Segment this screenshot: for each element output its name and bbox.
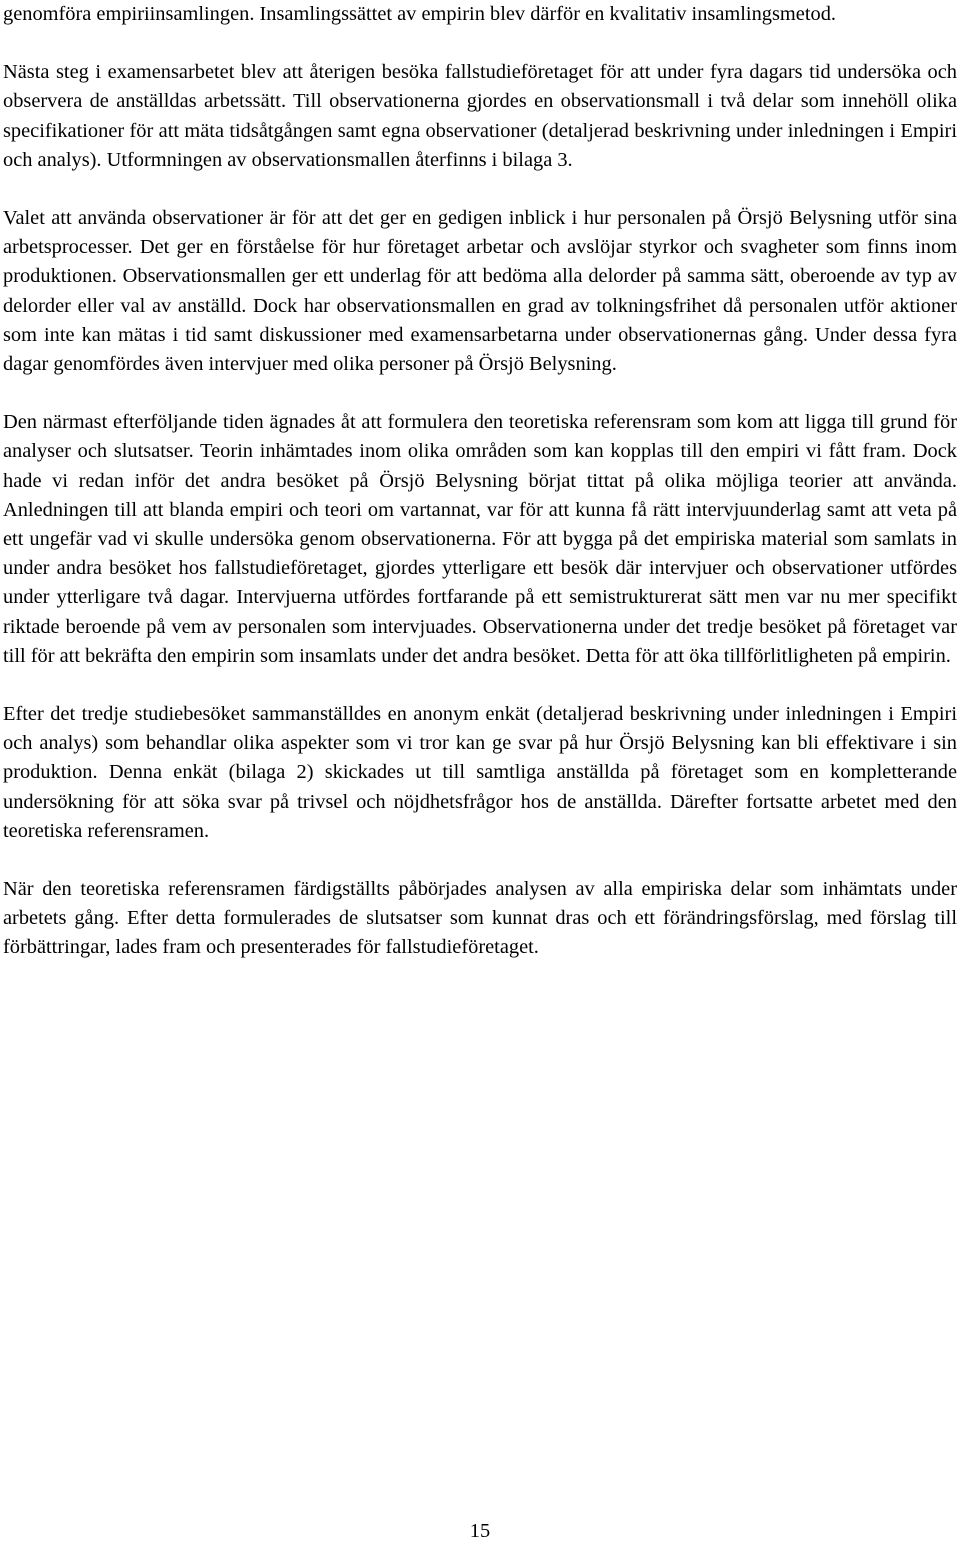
paragraph-continuation: genomföra empiriinsamlingen. Insamlingssättet av empirin blev därför en kvalitativ insamlingsmetod.: [3, 3, 836, 25]
paragraph-analysis: När den teoretiska referensramen färdigställts påbörjades analysen av alla empiriska delar som inhämtats under arbetets gång. Efter detta formulerades de slutsatser som kunnat dras och ett förändringsförslag, med förslag till förbättringar, lades fram och presenterades för fallstudieföretaget.: [3, 878, 957, 959]
page-number: 15: [469, 1520, 491, 1542]
document-page: [3, 0, 957, 963]
paragraph-observations: Valet att använda observationer är för att det ger en gedigen inblick i hur personalen på Örsjö Belysning utför sina arbetsprocesser. Det ger en förståelse för hur företaget arbetar och avslöjar styrkor och svagheter som finns inom produktionen. Observationsmallen ger ett underlag för att bedöma alla delorder på samma sätt, oberoende av typ av delorder eller val av anställd. Dock har observationsmallen en grad av tolkningsfrihet då personalen utför aktioner som inte kan mätas i tid samt diskussioner med examensarbetarna under observationernas gång. Under dessa fyra dagar genomfördes även intervjuer med olika personer på Örsjö Belysning.: [3, 207, 957, 376]
paragraph-theory: Den närmast efterföljande tiden ägnades åt att formulera den teoretiska referensram som kom att ligga till grund för analyser och slutsatser. Teorin inhämtades inom olika områden som kan kopplas till den empiri vi fått fram. Dock hade vi redan inför det andra besöket på Örsjö Belysning börjat tittat på olika möjliga teorier att använda. Anledningen till att blanda empiri och teori om vartannat, var för att kunna få rätt intervjuunderlag samt att veta på ett ungefär vad vi skulle undersöka genom observationerna. För att bygga på det empiriska material som samlats in under andra besöket hos fallstudieföretaget, gjordes ytterligare ett besök där intervjuer och observationer utfördes under ytterligare två dagar. Intervjuerna utfördes fortfarande på ett semistrukturerat sätt men var nu mer specifikt riktade beroende på vem av personalen som intervjuades. Observationerna under det tredje besöket på företaget var till för att bekräfta den empirin som insamlats under det andra besöket. Detta för att öka tillförlitligheten på empirin.: [3, 411, 957, 667]
paragraph-site-visit: Nästa steg i examensarbetet blev att återigen besöka fallstudieföretaget för att under fyra dagars tid undersöka och observera de anställdas arbetssätt. Till observationerna gjordes en observationsmall i två delar som innehöll olika specifikationer för att mäta tidsåtgången samt egna observationer (detaljerad beskrivning under inledningen i Empiri och analys). Utformningen av observationsmallen återfinns i bilaga 3.: [3, 61, 957, 171]
paragraph-survey: Efter det tredje studiebesöket sammanställdes en anonym enkät (detaljerad beskrivning under inledningen i Empiri och analys) som behandlar olika aspekter som vi tror kan ge svar på hur Örsjö Belysning kan bli effektivare i sin produktion. Denna enkät (bilaga 2) skickades ut till samtliga anställda på företaget som en kompletterande undersökning för att söka svar på trivsel och nöjdhetsfrågor hos de anställda. Därefter fortsatte arbetet med den teoretiska referensramen.: [3, 703, 957, 842]
